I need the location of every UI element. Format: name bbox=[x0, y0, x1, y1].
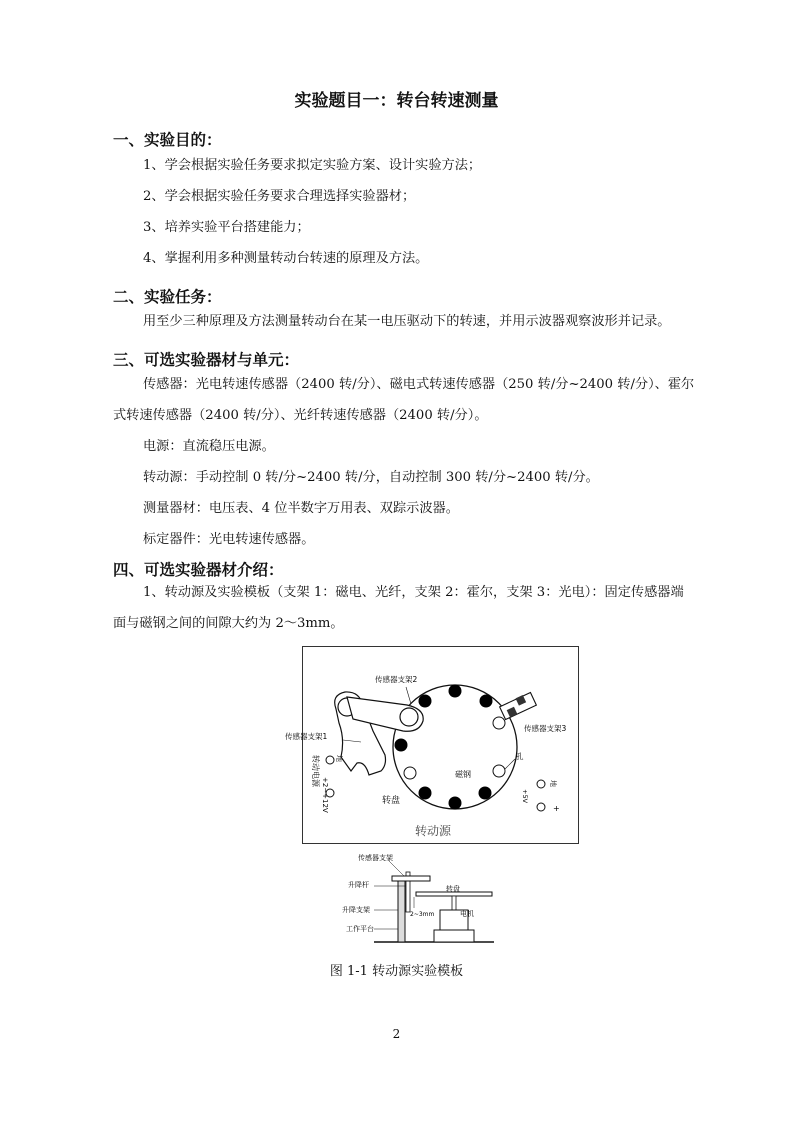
objective-item: 1、学会根据实验任务要求拟定实验方案、设计实验方法； bbox=[143, 158, 482, 173]
label-plus5v: +5V bbox=[521, 789, 529, 804]
magnet-hole bbox=[449, 685, 462, 698]
figure-caption: 图 1-1 转动源实验模板 bbox=[329, 964, 464, 979]
sensor-bracket-3 bbox=[500, 692, 537, 719]
side-view-diagram bbox=[334, 850, 506, 950]
objective-item: 4、掌握利用多种测量转动台转速的原理及方法。 bbox=[143, 251, 429, 266]
page-number: 2 bbox=[392, 1027, 401, 1041]
rotation-source-figure bbox=[285, 646, 579, 844]
bracket-2-pivot bbox=[400, 708, 418, 726]
side-view-figure bbox=[334, 850, 506, 950]
intro-line-2: 面与磁钢之间的间隙大约为 2～3mm。 bbox=[113, 616, 344, 631]
objective-item: 2、学会根据实验任务要求合理选择实验器材； bbox=[143, 189, 416, 204]
label-bracket-2: 传感器支架2 bbox=[375, 675, 418, 684]
label-turntable: 转盘 bbox=[382, 796, 401, 806]
instruments-text: 测量器材：电压表、4 位半数字万用表、双踪示波器。 bbox=[143, 501, 459, 516]
open-hole bbox=[493, 717, 505, 729]
label-motor: 电机 bbox=[460, 910, 474, 918]
rotation-source-diagram bbox=[285, 647, 578, 843]
section-heading-task: 二、实验任务： bbox=[113, 288, 222, 306]
label-lift-rod: 升降杆 bbox=[348, 881, 369, 889]
label-gap: 2~3mm bbox=[410, 911, 435, 918]
magnet-hole bbox=[419, 787, 432, 800]
label-turntable-side: 转盘 bbox=[446, 885, 460, 893]
magnet-hole bbox=[480, 695, 493, 708]
task-text: 用至少三种原理及方法测量转动台在某一电压驱动下的转速，并用示波器观察波形并记录。 bbox=[143, 314, 671, 329]
label-bracket-3: 传感器支架3 bbox=[524, 724, 567, 733]
sensors-line-2: 式转速传感器（2400 转/分）、光纤转速传感器（2400 转/分）。 bbox=[113, 408, 488, 423]
label-work-platform: 工作平台 bbox=[346, 925, 374, 933]
motor-shaft bbox=[452, 896, 456, 910]
open-hole bbox=[493, 765, 505, 777]
label-ground: 地 bbox=[335, 755, 343, 762]
section-heading-intro: 四、可选实验器材介绍： bbox=[113, 561, 284, 579]
label-plus: + bbox=[553, 804, 560, 813]
turntable-disc bbox=[393, 685, 517, 809]
lift-bracket bbox=[398, 880, 405, 942]
label-sensor-bracket: 传感器支架 bbox=[358, 854, 393, 862]
terminal-plus bbox=[537, 803, 545, 811]
magnet-hole bbox=[419, 695, 432, 708]
label-rotation-source: 转动源 bbox=[415, 824, 452, 838]
label-hole: 孔 bbox=[516, 752, 524, 761]
label-ground-2: 地 bbox=[549, 780, 557, 787]
section-heading-objectives: 一、实验目的： bbox=[113, 131, 222, 149]
objective-item: 3、培养实验平台搭建能力； bbox=[143, 220, 310, 235]
open-hole bbox=[404, 767, 416, 779]
power-text: 电源：直流稳压电源。 bbox=[143, 439, 275, 454]
terminal-ground bbox=[326, 756, 334, 764]
section-heading-equipment: 三、可选实验器材与单元： bbox=[113, 351, 300, 369]
label-voltage: +2~+12V bbox=[321, 777, 329, 813]
calibration-text: 标定器件：光电转速传感器。 bbox=[143, 532, 315, 547]
magnet-hole bbox=[395, 739, 408, 752]
page-title: 实验题目一：转台转速测量 bbox=[294, 91, 499, 111]
rotation-source-text: 转动源：手动控制 0 转/分~2400 转/分，自动控制 300 转/分~2400 转/分。 bbox=[143, 470, 599, 485]
sensor-bracket bbox=[392, 876, 430, 881]
label-magnet: 磁钢 bbox=[455, 770, 471, 779]
terminal-ground-2 bbox=[537, 780, 545, 788]
magnet-hole bbox=[449, 797, 462, 810]
label-bracket-1: 传感器支架1 bbox=[285, 732, 328, 741]
sensors-line-1: 传感器：光电转速传感器（2400 转/分）、磁电式转速传感器（250 转/分~2400 转/分）、霍尔 bbox=[143, 377, 695, 392]
magnet-hole bbox=[479, 787, 492, 800]
label-power: 转动电源 bbox=[311, 755, 320, 787]
intro-line-1: 1、转动源及实验模板（支架 1：磁电、光纤，支架 2：霍尔，支架 3：光电）：固定传感器端 bbox=[143, 585, 684, 600]
motor-base bbox=[434, 930, 474, 942]
label-lift-bracket: 升降支架 bbox=[342, 906, 370, 914]
